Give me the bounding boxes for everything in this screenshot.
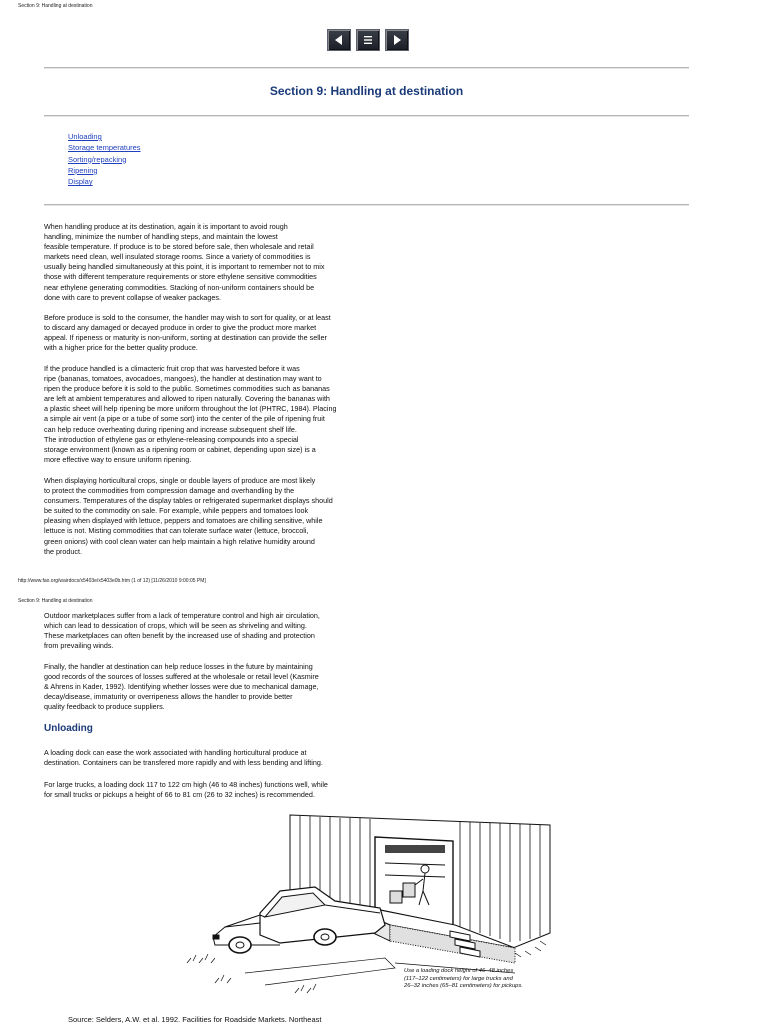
toc-link-storage-temperatures[interactable]: Storage temperatures <box>68 143 141 153</box>
table-of-contents <box>68 131 141 187</box>
toc-link-ripening[interactable]: Ripening <box>68 165 98 175</box>
paragraph-2: Before produce is sold to the consumer, the handler may wish to sort for quality, or at least to discard any damaged or decayed produce in order to give the product more market appeal. If ripeness or maturity is non-uniform, sorting at destination can provide the seller with a higher price for the better quality produce. <box>44 313 331 353</box>
arrow-left-icon <box>333 34 345 46</box>
toc-item <box>68 154 141 165</box>
toc-link-sorting-repacking[interactable]: Sorting/repacking <box>68 154 127 164</box>
paragraph-6: Finally, the handler at destination can help reduce losses in the future by maintaining good records of the sources of losses suffered at the wholesale or retail level (Kasmire & Ahrens in Kader, 1992). Identifying whether losses were due to mechanical damage, decay/disease, immaturity or overripeness allows the handler to provide better quality feedback to produce suppliers. <box>44 662 319 712</box>
divider <box>44 67 689 69</box>
arrow-right-icon <box>391 34 403 46</box>
page-navigation <box>327 29 409 51</box>
next-button[interactable] <box>385 29 409 51</box>
paragraph-4: When displaying horticultural crops, single or double layers of produce are most likely to protect the commodities from compression damage and overhandling by the consumers. Temperatures of the display tables or refrigerated supermarket displays should be suited to the commodity on sale. For example, while peppers and tomatoes look pleasing when displayed with lettuce, peppers and tomatoes are chilling sensitive, while lettuce is not. Misting commodities that can tolerate surface water (lettuce, broccoli, green onions) with cool clean water can help maintain a high relative humidity around the product. <box>44 476 333 556</box>
toc-item <box>68 165 141 176</box>
figure-source: Source: Selders, A.W. et al. 1992. Facilities for Roadside Markets. Northeast <box>68 1015 322 1024</box>
page-footer-url: http://www.fao.org/wairdocs/x5403e/x5403e0b.htm (1 of 12) [11/26/2010 9:00:05 PM] <box>18 578 206 584</box>
contents-button[interactable] <box>356 29 380 51</box>
toc-link-display[interactable]: Display <box>68 177 93 187</box>
divider <box>44 115 689 117</box>
paragraph-1: When handling produce at its destination, again it is important to avoid rough handling, minimize the number of handling steps, and maintain the lowest feasible temperature. If produce is to be stored before sale, then wholesale and retail markets need clean, well insulated storage rooms. Since a variety of commodities is usually being handled simultaneously at this point, it is important to remember not to mix those with different temperature requirements or store ethylene sensitive commodities near ethylene generating commodities. Stacking of non-uniform containers should be done with care to prevent collapse of weaker packages. <box>44 222 325 302</box>
paragraph-8: For large trucks, a loading dock 117 to 122 cm high (46 to 48 inches) functions well, while for small trucks or pickups a height of 66 to 81 cm (26 to 32 inches) is recommended. <box>44 780 328 800</box>
page-title: Section 9: Handling at destination <box>269 84 464 98</box>
list-icon <box>362 34 374 46</box>
previous-button[interactable] <box>327 29 351 51</box>
divider <box>44 204 689 206</box>
section-heading-unloading: Unloading <box>44 723 93 734</box>
paragraph-3: If the produce handled is a climacteric fruit crop that was harvested before it was ripe (bananas, tomatoes, avocadoes, mangoes), the handler at destination may want to ripen the produce before it is sold to the public. Sometimes commodities such as bananas are left at ambient temperatures and allowed to ripen naturally. Covering the bananas with a plastic sheet will help ripening be more uniform throughout the lot (PHTRC, 1984). Placing a simple air vent (a pipe or a tube of some sort) into the center of the pile of ripening fruit can help reduce overheating during ripening and increase subsequent shelf life. The introduction of ethylene gas or ethylene-releasing compounds into a special storage environment (known as a ripening room or cabinet, depending upon size) is a more effective way to ensure uniform ripening. <box>44 364 337 464</box>
page-header: Section 9: Handling at destination <box>18 3 93 9</box>
page-header: Section 9: Handling at destination <box>18 598 93 604</box>
figure-caption: Use a loading dock height of 46–48 inches (117–122 centimeters) for large trucks and 26–32 inches (65–81 centimeters) for pickups. <box>404 968 523 990</box>
paragraph-7: A loading dock can ease the work associated with handling horticultural produce at destination. Containers can be transfered more rapidly and with less bending and lifting. <box>44 748 323 768</box>
toc-item <box>68 142 141 153</box>
toc-link-unloading[interactable]: Unloading <box>68 132 102 141</box>
toc-item <box>68 176 141 187</box>
paragraph-5: Outdoor marketplaces suffer from a lack of temperature control and high air circulation, which can lead to dessication of crops, which will be seen as shriveling and wilting. These marketplaces can often benefit by the increased use of shading and protection from prevailing winds. <box>44 611 320 651</box>
toc-item <box>68 131 141 142</box>
